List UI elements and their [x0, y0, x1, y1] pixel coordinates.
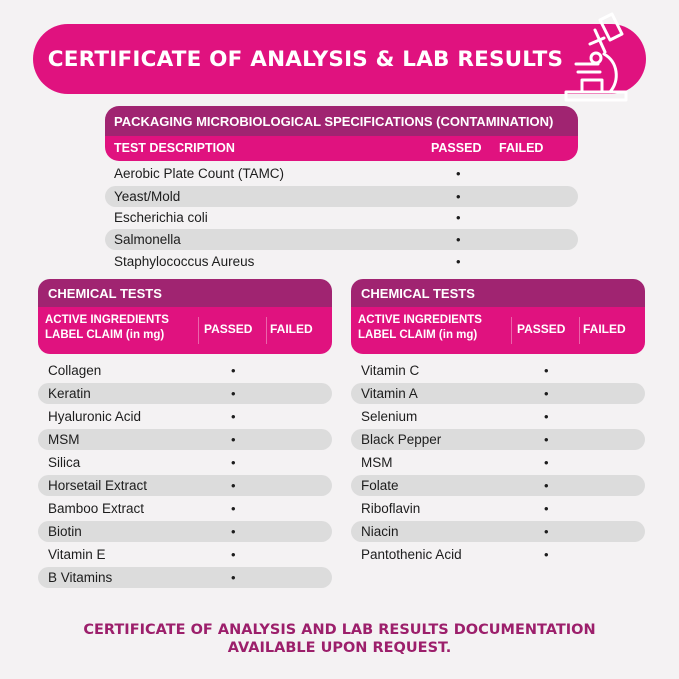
label-line1: ACTIVE INGREDIENTS: [358, 314, 482, 326]
passed-mark: •: [456, 210, 461, 225]
chemical-tests-left-header: [38, 279, 332, 354]
footer-line2: AVAILABLE UPON REQUEST.: [227, 640, 452, 656]
table-row: [351, 452, 645, 473]
test-name: Yeast/Mold: [114, 189, 181, 204]
packaging-title: PACKAGING MICROBIOLOGICAL SPECIFICATIONS (CONTAMINATION): [105, 106, 578, 136]
chemical-tests-right-header: [351, 279, 645, 354]
passed-mark: •: [544, 524, 549, 539]
ingredient-name: Vitamin C: [361, 363, 420, 378]
passed-mark: •: [456, 254, 461, 269]
col-passed: PASSED: [431, 141, 482, 155]
passed-mark: •: [231, 409, 236, 424]
ingredient-name: MSM: [48, 432, 80, 447]
ingredient-name: Collagen: [48, 363, 102, 378]
test-name: Salmonella: [114, 232, 181, 247]
table-row: [351, 498, 645, 519]
page-title: CERTIFICATE OF ANALYSIS & LAB RESULTS: [47, 46, 564, 72]
table-row: [351, 429, 645, 450]
table-row: [351, 406, 645, 427]
ingredient-name: Niacin: [361, 524, 399, 539]
ingredient-name: Silica: [48, 455, 81, 470]
passed-mark: •: [231, 363, 236, 378]
passed-mark: •: [544, 409, 549, 424]
label-line2: LABEL CLAIM (in mg): [45, 329, 165, 341]
passed-mark: •: [231, 432, 236, 447]
microscope-icon: [560, 12, 630, 107]
passed-mark: •: [544, 478, 549, 493]
table-row: [105, 186, 578, 207]
table-row: [351, 521, 645, 542]
passed-mark: •: [456, 189, 461, 204]
passed-mark: •: [544, 432, 549, 447]
ingredient-name: B Vitamins: [48, 570, 113, 585]
passed-mark: •: [544, 455, 549, 470]
ingredient-name: MSM: [361, 455, 393, 470]
passed-mark: •: [231, 524, 236, 539]
col-passed: PASSED: [204, 322, 253, 336]
ingredient-name: Keratin: [48, 386, 91, 401]
passed-mark: •: [231, 455, 236, 470]
col-test-description: TEST DESCRIPTION: [114, 141, 235, 155]
passed-mark: •: [544, 547, 549, 562]
chemical-tests-title: CHEMICAL TESTS: [38, 279, 332, 307]
col-failed: FAILED: [499, 141, 544, 155]
ingredient-name: Riboflavin: [361, 501, 421, 516]
label-line1: ACTIVE INGREDIENTS: [45, 314, 169, 326]
ingredient-name: Hyaluronic Acid: [48, 409, 142, 424]
table-row: [38, 383, 332, 404]
table-row: [351, 360, 645, 381]
table-row: [38, 452, 332, 473]
col-failed: FAILED: [270, 322, 313, 336]
col-failed: FAILED: [583, 322, 626, 336]
table-row: [38, 429, 332, 450]
passed-mark: •: [231, 547, 236, 562]
table-row: [105, 229, 578, 250]
passed-mark: •: [231, 386, 236, 401]
table-row: [105, 251, 578, 272]
passed-mark: •: [456, 166, 461, 181]
table-row: [38, 498, 332, 519]
test-name: Staphylococcus Aureus: [114, 254, 255, 269]
table-row: [105, 163, 578, 184]
ingredient-name: Bamboo Extract: [48, 501, 145, 516]
table-row: [38, 567, 332, 588]
passed-mark: •: [544, 363, 549, 378]
passed-mark: •: [544, 386, 549, 401]
table-row: [38, 360, 332, 381]
title-banner: [33, 24, 646, 94]
col-passed: PASSED: [517, 322, 566, 336]
table-row: [38, 544, 332, 565]
label-line2: LABEL CLAIM (in mg): [358, 329, 478, 341]
passed-mark: •: [231, 478, 236, 493]
ingredient-name: Vitamin A: [361, 386, 418, 401]
table-row: [351, 383, 645, 404]
table-row: [351, 475, 645, 496]
table-row: [38, 406, 332, 427]
ingredient-name: Horsetail Extract: [48, 478, 148, 493]
passed-mark: •: [231, 501, 236, 516]
passed-mark: •: [231, 570, 236, 585]
footer-line1: CERTIFICATE OF ANALYSIS AND LAB RESULTS DOCUMENTATION: [83, 622, 596, 638]
ingredient-name: Folate: [361, 478, 399, 493]
chemical-tests-title: CHEMICAL TESTS: [351, 279, 645, 307]
ingredient-name: Black Pepper: [361, 432, 442, 447]
passed-mark: •: [544, 501, 549, 516]
test-name: Escherichia coli: [114, 210, 208, 225]
ingredient-name: Biotin: [48, 524, 82, 539]
ingredient-name: Selenium: [361, 409, 418, 424]
table-row: [38, 475, 332, 496]
passed-mark: •: [456, 232, 461, 247]
table-row: [351, 544, 645, 565]
test-name: Aerobic Plate Count (TAMC): [114, 166, 285, 181]
packaging-table-header: [105, 106, 578, 161]
table-row: [105, 207, 578, 228]
ingredient-name: Vitamin E: [48, 547, 106, 562]
table-row: [38, 521, 332, 542]
ingredient-name: Pantothenic Acid: [361, 547, 462, 562]
footer-note: [0, 621, 679, 657]
